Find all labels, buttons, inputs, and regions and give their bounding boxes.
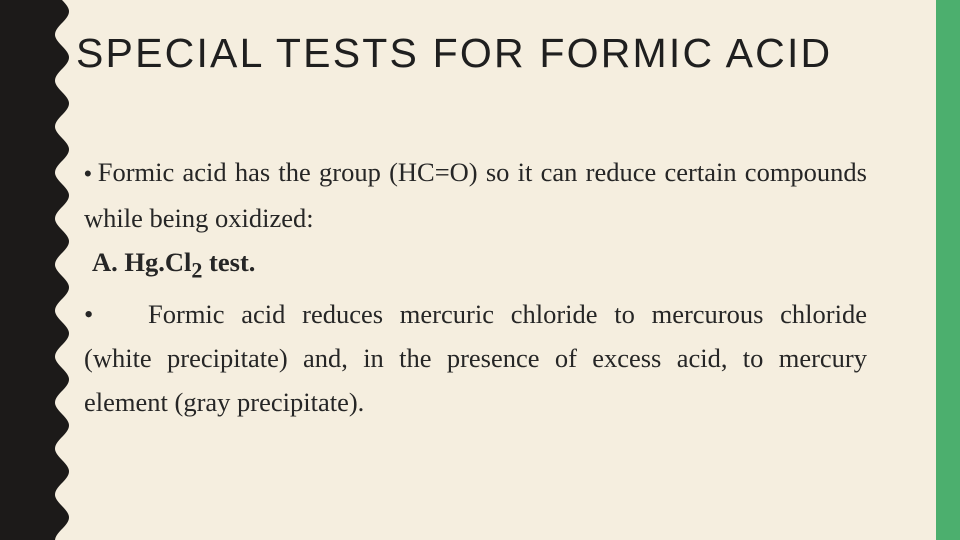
paragraph-2-text: Formic acid reduces mercuric chloride to mercurous chloride (white precipitate) and, in the presence of excess acid, to mercury element (gray precipitate).: [84, 299, 867, 418]
slide-body: [84, 150, 867, 424]
paragraph-1-text: Formic acid has the group (HC=O) so it can reduce certain compounds while being oxidized:: [84, 157, 867, 233]
test-heading-subscript: 2: [191, 257, 203, 283]
slide-title: SPECIAL TESTS FOR FORMIC ACID: [76, 30, 833, 76]
paragraph-formic-acid-group: [84, 150, 867, 240]
test-heading-prefix: A. Hg.Cl: [92, 247, 192, 277]
bullet-icon: •: [84, 299, 94, 330]
wavy-left-band: [0, 0, 80, 540]
right-accent-stripe: [936, 0, 960, 540]
bullet-icon: •: [84, 161, 92, 186]
paragraph-mercuric-chloride: [84, 292, 867, 424]
test-heading: [84, 240, 867, 292]
test-heading-suffix: test.: [202, 247, 256, 277]
